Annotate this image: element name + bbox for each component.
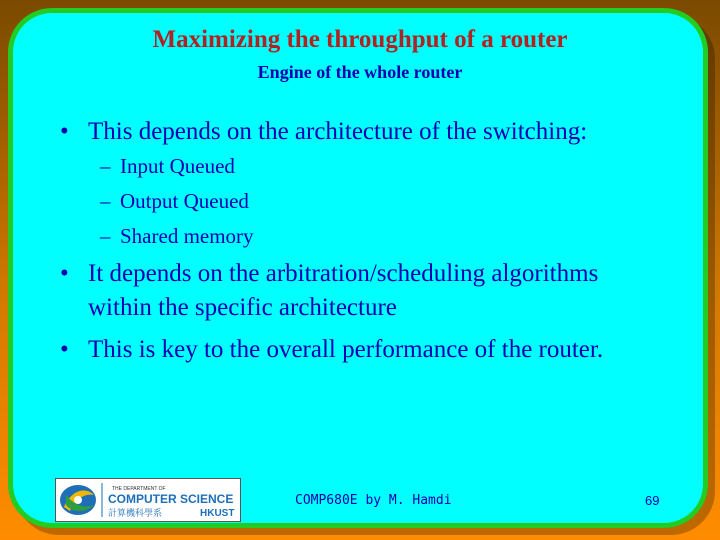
bullet-text: This depends on the architecture of the switching: <box>88 118 588 145</box>
bullet-text-continuation: within the specific architecture <box>88 294 397 321</box>
logo-line1: THE DEPARTMENT OF <box>112 486 166 492</box>
logo-line3: 計算機科學系 <box>108 509 163 519</box>
dash-marker: – <box>100 224 111 248</box>
logo-line4: HKUST <box>200 508 235 519</box>
slide-subtitle: Engine of the whole router <box>257 62 463 82</box>
logo-line2: COMPUTER SCIENCE <box>108 492 234 506</box>
bullet-marker: • <box>60 336 69 363</box>
department-logo <box>55 478 241 522</box>
logo-swirl-icon <box>60 485 96 515</box>
bullet-text: It depends on the arbitration/scheduling algorithms <box>88 260 599 287</box>
dash-marker: – <box>100 189 111 213</box>
sub-item-text: Shared memory <box>120 224 254 248</box>
slide-title: Maximizing the throughput of a router <box>152 26 568 53</box>
sub-item-text: Input Queued <box>120 154 235 178</box>
page-number: 69 <box>645 493 660 508</box>
bullet-text: This is key to the overall performance of the router. <box>88 336 604 363</box>
bullet-marker: • <box>60 260 69 287</box>
dash-marker: – <box>100 154 111 178</box>
bullet-marker: • <box>60 118 69 145</box>
footer-course: COMP680E by M. Hamdi <box>295 493 452 508</box>
sub-item-text: Output Queued <box>120 189 249 213</box>
